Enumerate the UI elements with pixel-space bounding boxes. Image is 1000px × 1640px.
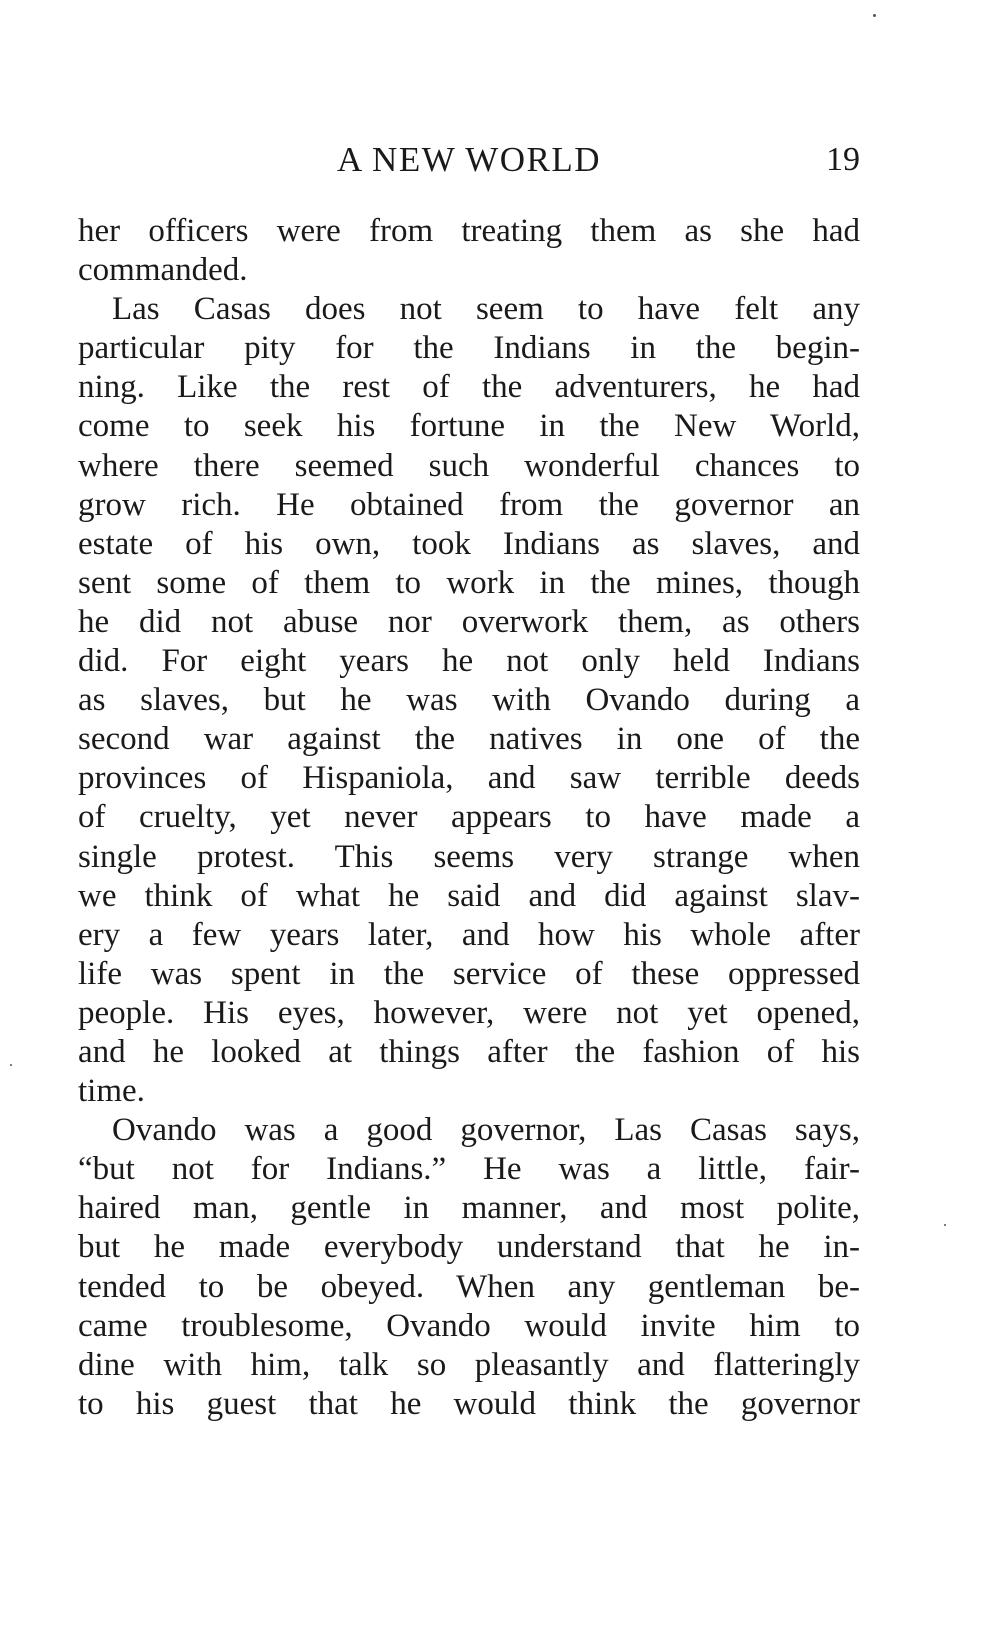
text-line: ery a few years later, and how his whole after (78, 916, 860, 953)
text-line: estate of his own, took Indians as slaves, and (78, 525, 860, 562)
text-line: haired man, gentle in manner, and most polite, (78, 1190, 860, 1227)
text-line: particular pity for the Indians in the begin- (78, 330, 860, 367)
text-line: we think of what he said and did against slav- (78, 877, 860, 914)
text-line: her officers were from treating them as she had (78, 213, 860, 249)
text-line: came troublesome, Ovando would invite him to (78, 1307, 860, 1344)
text-line: commanded. (78, 252, 248, 289)
running-head (78, 140, 860, 180)
running-title: A NEW WORLD (336, 140, 602, 179)
paper-speck (10, 1064, 12, 1066)
text-line: ning. Like the rest of the adventurers, he had (78, 369, 860, 406)
text-line: life was spent in the service of these oppressed (78, 955, 860, 992)
text-line: provinces of Hispaniola, and saw terrible deeds (78, 760, 860, 797)
text-line: but he made everybody understand that he in- (78, 1229, 860, 1266)
text-line: “but not for Indians.” He was a little, fair- (78, 1151, 860, 1188)
text-line: grow rich. He obtained from the governor an (78, 486, 860, 523)
paper-speck (944, 1224, 946, 1226)
text-line: time. (78, 1073, 145, 1110)
text-line: second war against the natives in one of the (78, 721, 860, 758)
text-line: single protest. This seems very strange when (78, 838, 860, 875)
text-line: he did not abuse nor overwork them, as others (78, 603, 860, 640)
text-line: did. For eight years he not only held Indians (78, 643, 860, 680)
text-line: where there seemed such wonderful chances to (78, 447, 860, 484)
text-line: tended to be obeyed. When any gentleman be- (78, 1268, 860, 1305)
body-text (78, 212, 860, 1424)
text-line: people. His eyes, however, were not yet opened, (78, 994, 860, 1031)
paper-speck (873, 14, 876, 17)
text-line: Ovando was a good governor, Las Casas says, (112, 1112, 860, 1149)
text-line: and he looked at things after the fashion of his (78, 1033, 860, 1070)
text-line: to his guest that he would think the governor (78, 1385, 860, 1422)
page-number: 19 (826, 141, 860, 178)
text-line: of cruelty, yet never appears to have made a (78, 799, 860, 836)
text-line: come to seek his fortune in the New World, (78, 408, 860, 445)
text-line: Las Casas does not seem to have felt any (112, 291, 860, 328)
text-line: as slaves, but he was with Ovando during a (78, 682, 860, 719)
text-line: dine with him, talk so pleasantly and flatteringly (78, 1346, 860, 1383)
text-line: sent some of them to work in the mines, though (78, 564, 860, 601)
